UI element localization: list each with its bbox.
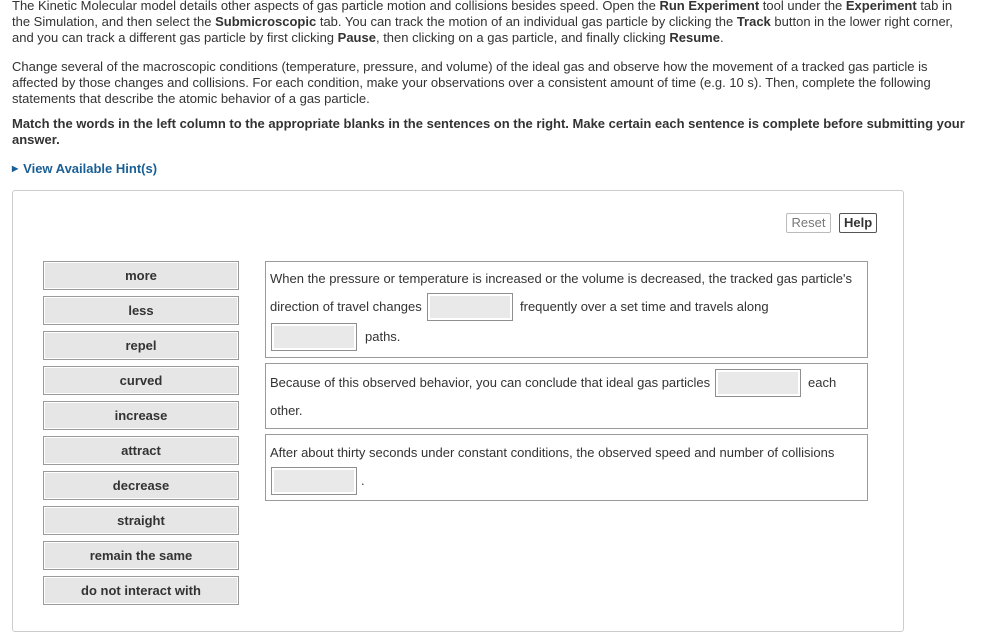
intro-text: .	[719, 30, 724, 45]
caret-right-icon: ▶	[12, 164, 19, 173]
view-hints-label: View Available Hint(s)	[23, 161, 158, 176]
word-tile-do-not-interact-with[interactable]: do not interact with	[43, 576, 239, 605]
word-tile-attract[interactable]: attract	[43, 436, 239, 465]
word-tile-more[interactable]: more	[43, 261, 239, 290]
intro-paragraph-1	[12, 0, 972, 46]
sentence-1-text: direction of travel changes	[270, 299, 422, 314]
sentence-2-text: other.	[270, 403, 303, 418]
word-tile-decrease[interactable]: decrease	[43, 471, 239, 500]
sentence-3-text: After about thirty seconds under constant conditions, the observed speed and number of collisions	[270, 445, 835, 460]
intro-text: The Kinetic Molecular model details other aspects of gas particle motion and collisions besides speed. Open the	[12, 0, 660, 13]
word-tile-curved[interactable]: curved	[43, 366, 239, 395]
intro-bold-resume: Resume	[669, 30, 720, 45]
intro-text: , then clicking on a gas particle, and finally clicking	[375, 30, 670, 45]
help-button[interactable]: Help	[839, 213, 877, 233]
intro-bold-pause: Pause	[337, 30, 376, 45]
intro-paragraph-2: Change several of the macroscopic conditions (temperature, pressure, and volume) of the ideal gas and observe how the movement of a tracked gas particle is affected by those changes and collisions. For each condition, make your observations over a consistent amount of time (e.g. 10 s). Then, complete the following statements that describe the atomic behavior of a gas particle.	[12, 59, 931, 106]
intro-bold-submicroscopic: Submicroscopic	[215, 14, 317, 29]
sentence-1	[265, 261, 868, 358]
sentence-2-text: each	[808, 375, 837, 390]
word-tile-repel[interactable]: repel	[43, 331, 239, 360]
intro-text: button in the lower right corner, and you can track a different gas particle by first clicking	[12, 14, 953, 45]
reset-button[interactable]: Reset	[786, 213, 831, 233]
intro-bold-run-experiment: Run Experiment	[659, 0, 760, 13]
sentence-2-text: Because of this observed behavior, you can conclude that ideal gas particles	[270, 375, 711, 390]
view-hints-link[interactable]	[12, 161, 157, 176]
sentence-1-text: paths.	[365, 329, 401, 344]
word-tile-remain-the-same[interactable]: remain the same	[43, 541, 239, 570]
drop-target-blank-4[interactable]	[271, 467, 357, 495]
word-tile-increase[interactable]: increase	[43, 401, 239, 430]
word-tile-straight[interactable]: straight	[43, 506, 239, 535]
intro-text: tab in the Simulation, and then select the	[12, 0, 953, 29]
intro-bold-experiment: Experiment	[845, 0, 917, 13]
intro-bold-track: Track	[736, 14, 771, 29]
drop-target-blank-3[interactable]	[715, 369, 801, 397]
sentence-3	[265, 434, 868, 501]
drop-target-blank-1[interactable]	[427, 293, 513, 321]
intro-text: tab. You can track the motion of an individual gas particle by clicking the	[316, 14, 737, 29]
intro-text: tool under the	[759, 0, 846, 13]
instructions: Match the words in the left column to the appropriate blanks in the sentences on the right. Make certain each sentence is complete before submitting your answer.	[12, 116, 965, 147]
sentence-1-text: frequently over a set time and travels along	[520, 299, 769, 314]
drop-target-blank-2[interactable]	[271, 323, 357, 351]
sentence-2	[265, 363, 868, 429]
sentence-3-text: .	[361, 473, 365, 488]
word-tile-less[interactable]: less	[43, 296, 239, 325]
sentence-1-text: When the pressure or temperature is increased or the volume is decreased, the tracked gas particle's	[270, 271, 852, 286]
